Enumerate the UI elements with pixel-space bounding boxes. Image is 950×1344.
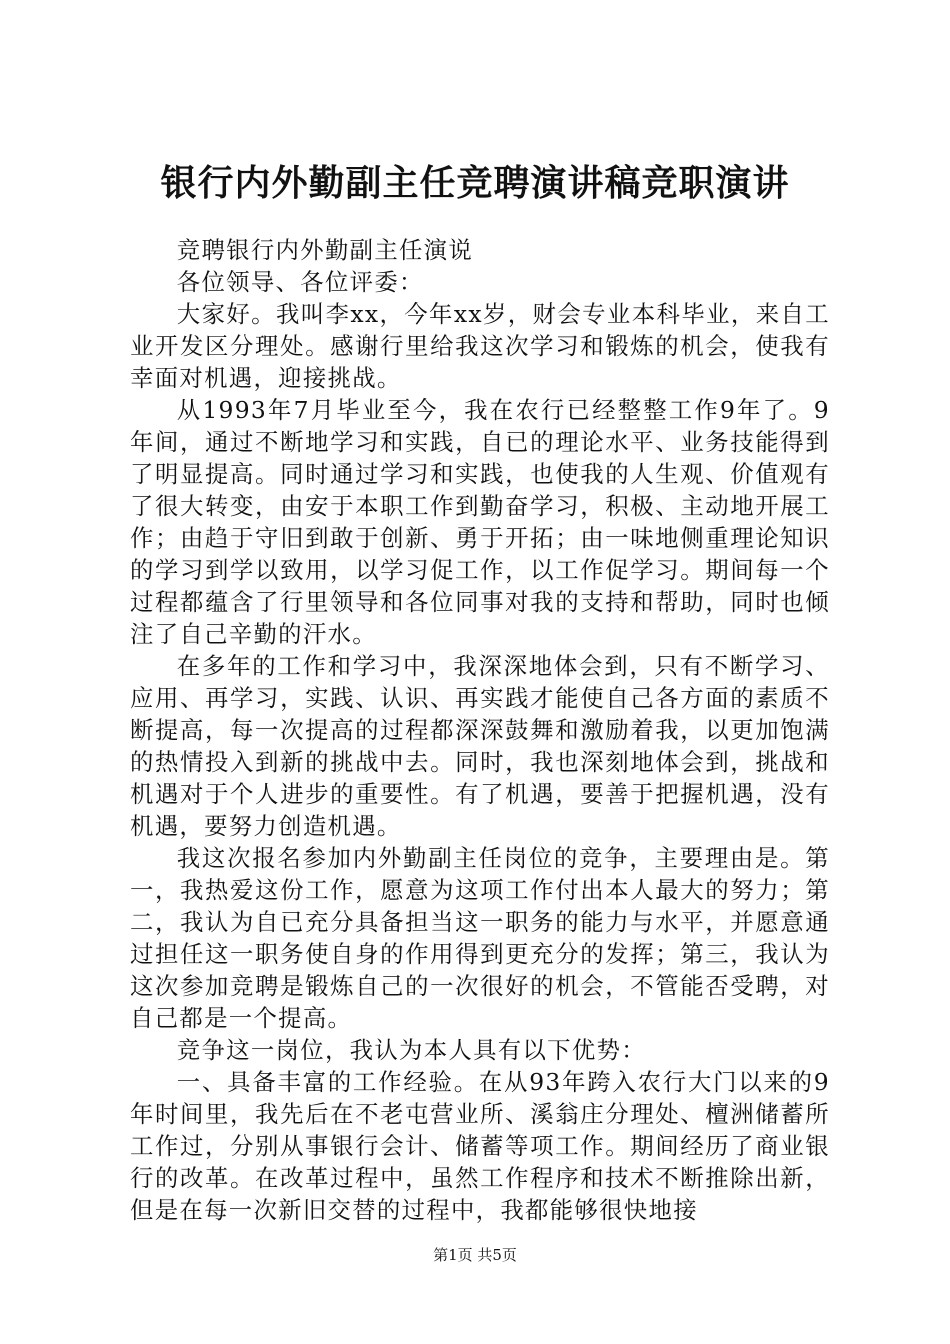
paragraph: 在多年的工作和学习中，我深深地体会到，只有不断学习、应用、再学习，实践、认识、再实践才能使自己各方面的素质不断提高，每一次提高的过程都深深鼓舞和激励着我，以更加饱满的热情投入到新的挑战中去。同时，我也深刻地体会到，挑战和机遇对于个人进步的重要性。有了机遇，要善于把握机遇，没有机遇，要努力创造机遇。: [130, 652, 830, 840]
document-title: 银行内外勤副主任竞聘演讲稿竞职演讲: [160, 162, 790, 204]
paragraph: 大家好。我叫李xx，今年xx岁，财会专业本科毕业，来自工业开发区分理处。感谢行里给我这次学习和锻炼的机会，使我有幸面对机遇，迎接挑战。: [130, 300, 830, 392]
paragraph: 竞争这一岗位，我认为本人具有以下优势：: [176, 1036, 646, 1064]
paragraph: 一、具备丰富的工作经验。在从93年跨入农行大门以来的9年时间里，我先后在不老屯营业所、溪翁庄分理处、檀洲储蓄所工作过，分别从事银行会计、储蓄等项工作。期间经历了商业银行的改革。在改革过程中，虽然工作程序和技术不断推除出新，但是在每一次新旧交替的过程中，我都能够很快地接: [130, 1068, 830, 1224]
paragraph: 竞聘银行内外勤副主任演说: [176, 236, 474, 264]
document-body: [130, 234, 830, 1226]
paragraph: 我这次报名参加内外勤副主任岗位的竞争，主要理由是。第一，我热爱这份工作，愿意为这项工作付出本人最大的努力；第二，我认为自已充分具备担当这一职务的能力与水平，并愿意通过担任这一职务使自身的作用得到更充分的发挥；第三，我认为这次参加竞聘是锻炼自己的一次很好的机会，不管能否受聘，对自己都是一个提高。: [130, 844, 830, 1032]
paragraph: 各位领导、各位评委：: [176, 268, 424, 296]
page-number-footer: 第1页 共5页: [433, 1246, 517, 1264]
paragraph: 从1993年7月毕业至今，我在农行已经整整工作9年了。9年间，通过不断地学习和实践，自已的理论水平、业务技能得到了明显提高。同时通过学习和实践，也使我的人生观、价值观有了很大转变，由安于本职工作到勤奋学习，积极、主动地开展工作；由趋于守旧到敢于创新、勇于开拓；由一味地侧重理论知识的学习到学以致用，以学习促工作，以工作促学习。期间每一个过程都蕴含了行里领导和各位同事对我的支持和帮助，同时也倾注了自己辛勤的汗水。: [130, 396, 830, 648]
